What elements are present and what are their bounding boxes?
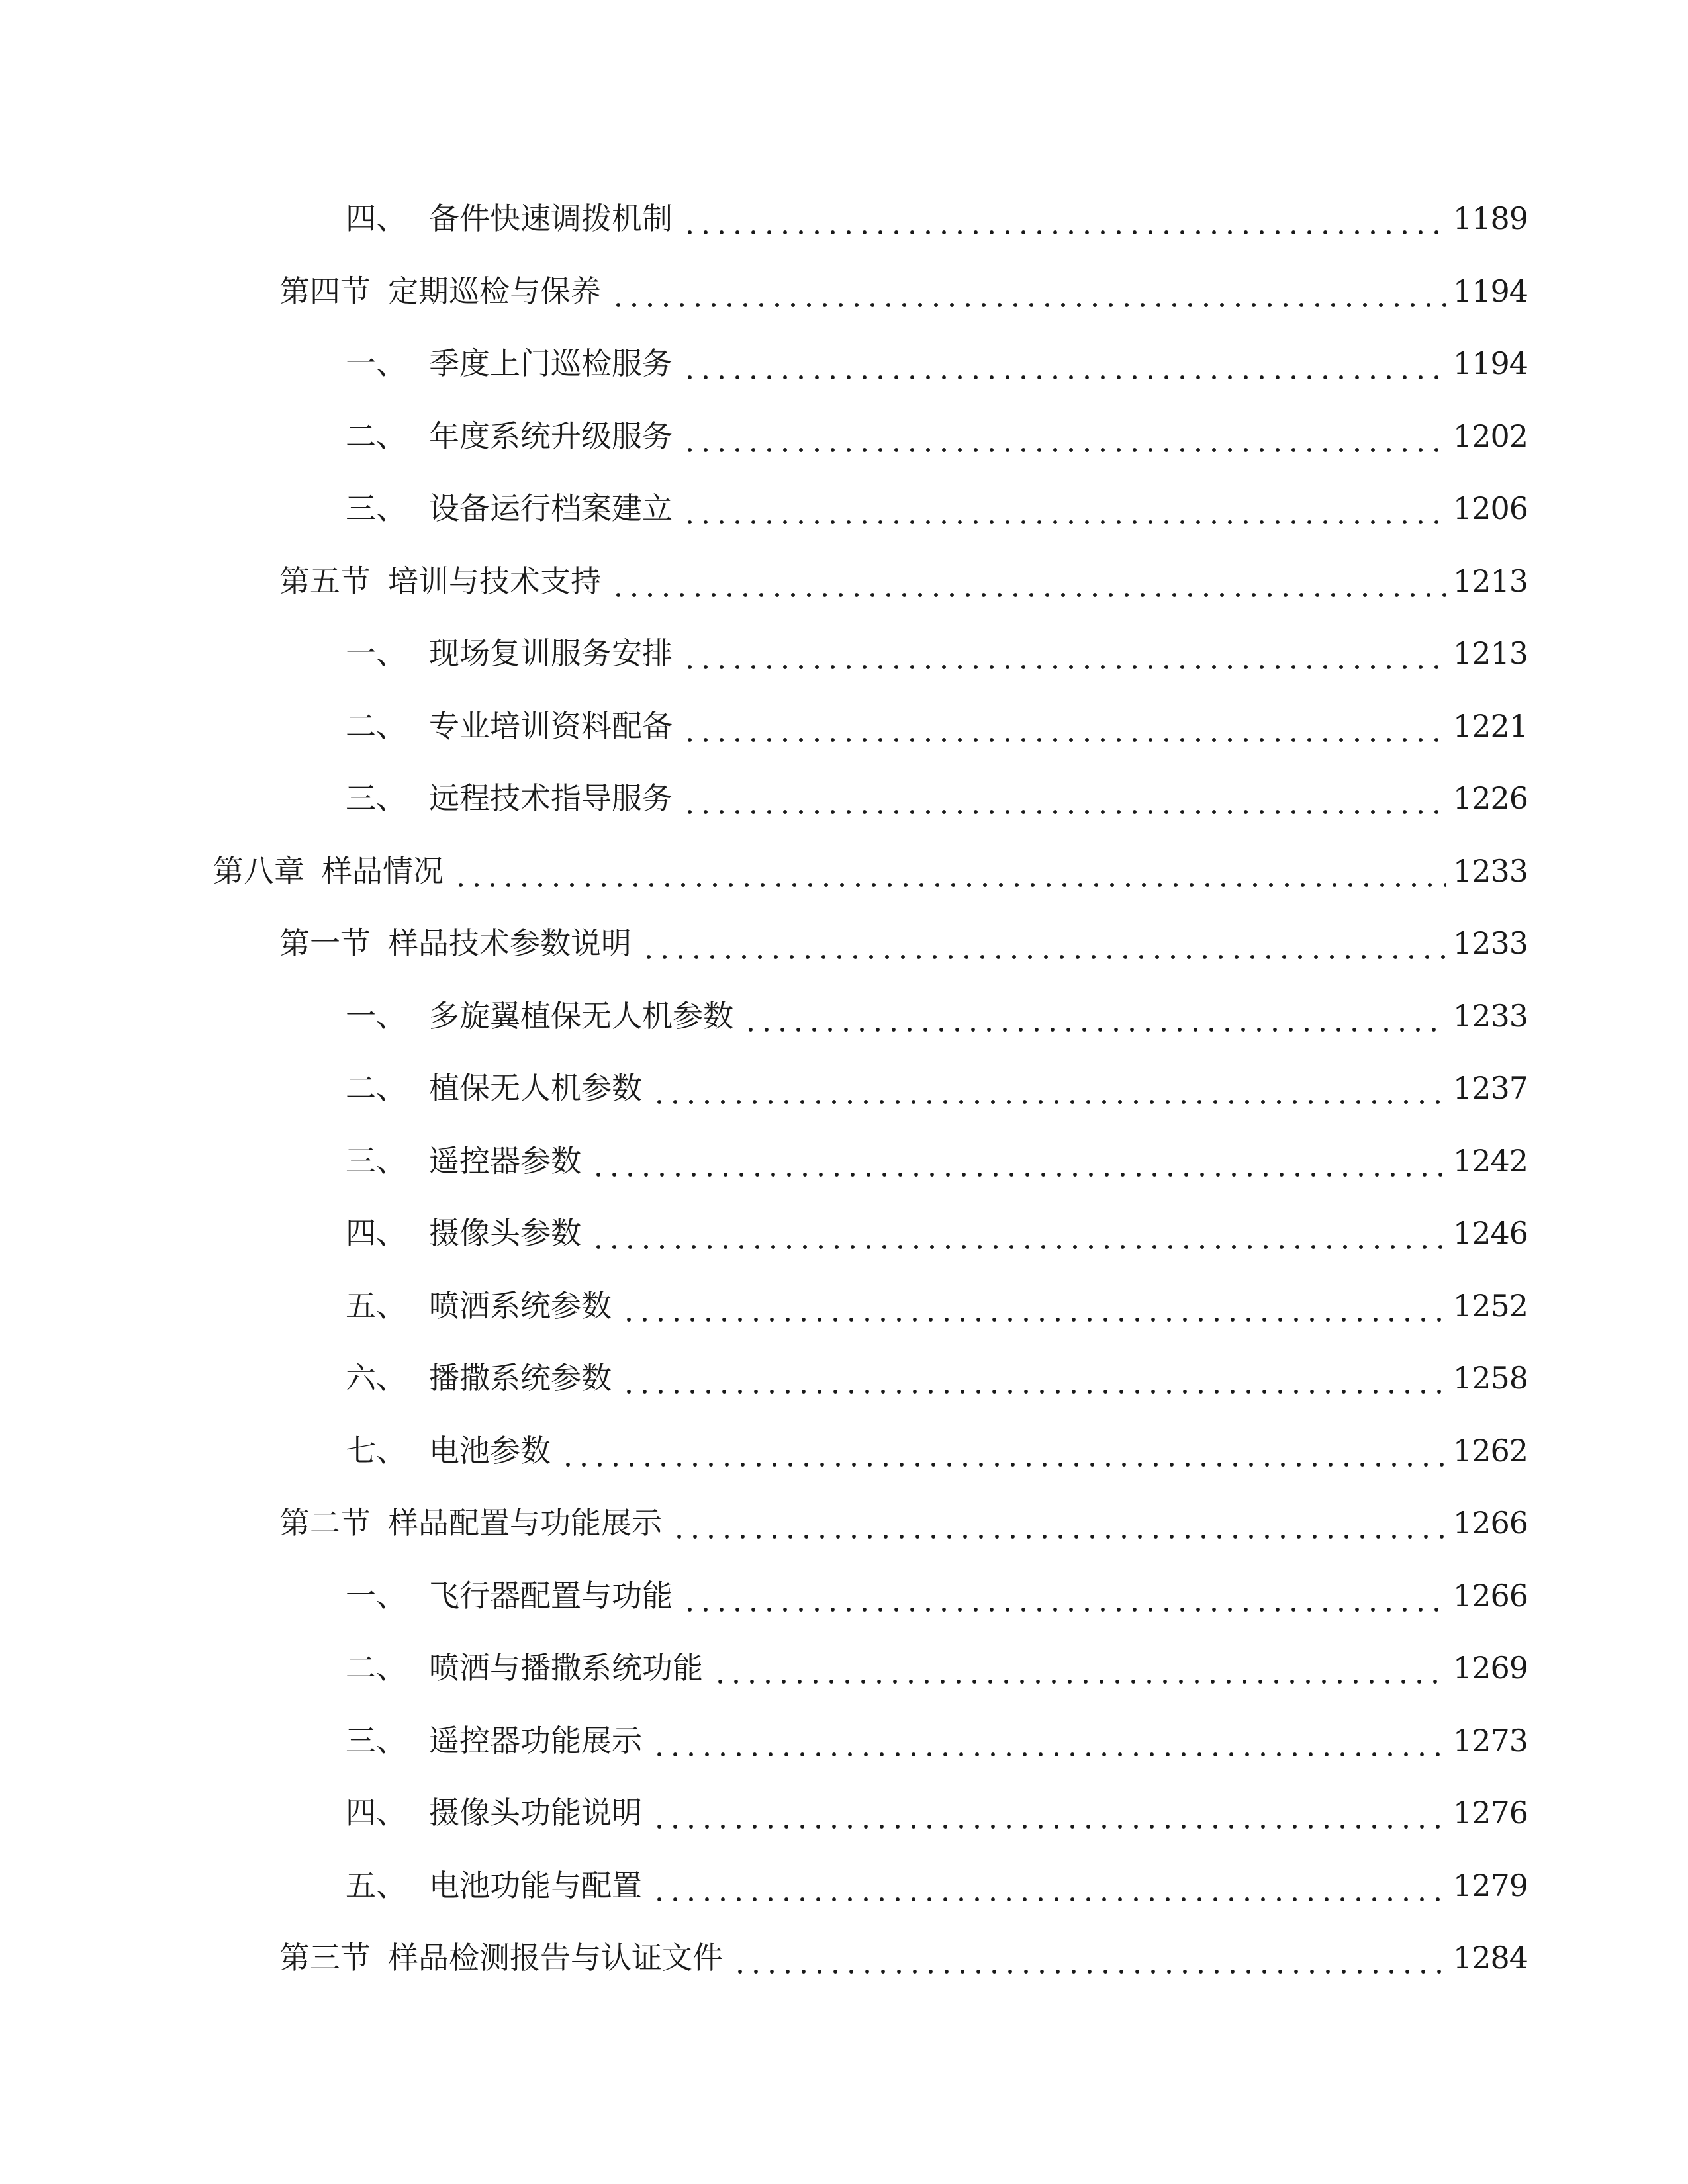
toc-entry-title	[346, 1062, 642, 1115]
toc-page-number: 1202	[1452, 418, 1528, 454]
toc-page-number: 1237	[1452, 1070, 1528, 1106]
toc-entry-number: 第二节	[279, 1505, 371, 1541]
toc-entry[interactable]	[346, 1569, 1528, 1622]
toc-entry-number: 五、	[346, 1868, 406, 1903]
toc-entry[interactable]	[213, 844, 1528, 897]
toc-dot-leader	[671, 1496, 1446, 1549]
toc-dot-leader	[682, 772, 1446, 825]
toc-entry-title	[346, 1859, 642, 1912]
toc-dot-leader	[651, 1714, 1446, 1767]
toc-entry-title	[346, 1641, 703, 1694]
toc-page-number: 1194	[1452, 345, 1528, 381]
toc-page-number: 1233	[1452, 925, 1528, 961]
toc-entry-number: 第四节	[279, 273, 371, 309]
toc-entry[interactable]	[346, 1351, 1528, 1404]
toc-entry-label: 电池参数	[429, 1433, 551, 1469]
toc-dot-leader	[610, 265, 1446, 318]
toc-page-number: 1221	[1452, 708, 1528, 744]
toc-entry-label: 样品情况	[322, 853, 444, 889]
toc-dot-leader	[682, 627, 1446, 680]
toc-entry[interactable]	[346, 482, 1528, 535]
toc-dot-leader	[590, 1206, 1446, 1259]
toc-entry-title	[346, 337, 673, 390]
toc-page-number: 1194	[1452, 273, 1528, 309]
toc-entry-number: 一、	[346, 1578, 406, 1614]
toc-page-number: 1273	[1452, 1723, 1528, 1758]
toc-entry-title	[346, 1351, 612, 1404]
toc-entry-title	[346, 1279, 612, 1332]
toc-entry-number: 二、	[346, 418, 406, 454]
toc-page-number: 1279	[1452, 1868, 1528, 1903]
toc-page-number: 1276	[1452, 1795, 1528, 1831]
toc-entry-label: 播撒系统参数	[429, 1360, 612, 1396]
toc-dot-leader	[743, 989, 1446, 1042]
toc-page-number: 1213	[1452, 635, 1528, 671]
toc-entry-label: 喷洒系统参数	[429, 1288, 612, 1324]
toc-entry-label: 定期巡检与保养	[388, 273, 601, 309]
toc-entry-title	[346, 1206, 581, 1259]
toc-dot-leader	[651, 1786, 1446, 1839]
toc-page-number: 1284	[1452, 1940, 1528, 1976]
toc-page-number: 1266	[1452, 1578, 1528, 1614]
toc-entry[interactable]	[346, 989, 1528, 1042]
toc-page-number: 1246	[1452, 1215, 1528, 1251]
toc-entry-number: 二、	[346, 1650, 406, 1686]
toc-entry[interactable]	[346, 337, 1528, 390]
toc-page-number: 1252	[1452, 1288, 1528, 1324]
toc-entry-label: 多旋翼植保无人机参数	[429, 998, 733, 1034]
toc-dot-leader	[712, 1641, 1446, 1694]
toc-entry-title	[346, 1714, 642, 1767]
toc-entry[interactable]	[346, 1859, 1528, 1912]
toc-entry-label: 现场复训服务安排	[429, 635, 673, 671]
toc-page-number: 1233	[1452, 998, 1528, 1034]
toc-dot-leader	[610, 555, 1446, 608]
toc-entry-number: 三、	[346, 780, 406, 816]
toc-entry[interactable]	[346, 1206, 1528, 1259]
toc-entry-number: 一、	[346, 345, 406, 381]
toc-entry-title	[346, 1134, 581, 1187]
toc-dot-leader	[590, 1134, 1446, 1187]
toc-entry-title	[279, 1496, 662, 1549]
toc-entry-title	[213, 844, 444, 897]
toc-entry-title	[279, 917, 632, 970]
toc-entry-label: 季度上门巡检服务	[429, 345, 673, 381]
toc-entry-label: 专业培训资料配备	[429, 708, 673, 744]
toc-dot-leader	[682, 337, 1446, 390]
toc-entry-number: 五、	[346, 1288, 406, 1324]
toc-entry-number: 二、	[346, 1070, 406, 1106]
toc-page-number: 1213	[1452, 563, 1528, 599]
toc-page-number: 1226	[1452, 780, 1528, 816]
toc-page-number: 1242	[1452, 1143, 1528, 1179]
toc-entry[interactable]	[346, 1641, 1528, 1694]
toc-entry[interactable]	[346, 627, 1528, 680]
toc-entry-number: 第八章	[213, 853, 305, 889]
toc-entry[interactable]	[279, 1496, 1528, 1549]
toc-entry[interactable]	[279, 1931, 1528, 1984]
toc-dot-leader	[682, 482, 1446, 535]
toc-entry-title	[346, 700, 673, 752]
toc-entry-number: 三、	[346, 490, 406, 526]
toc-entry-number: 三、	[346, 1723, 406, 1758]
toc-entry[interactable]	[346, 772, 1528, 825]
toc-page-number: 1206	[1452, 490, 1528, 526]
toc-entry[interactable]	[346, 410, 1528, 463]
toc-dot-leader	[560, 1424, 1446, 1477]
toc-entry-title	[346, 989, 733, 1042]
toc-dot-leader	[641, 917, 1446, 970]
toc-entry-number: 第五节	[279, 563, 371, 599]
toc-entry-label: 遥控器参数	[429, 1143, 581, 1179]
toc-entry[interactable]	[346, 700, 1528, 752]
toc-dot-leader	[682, 1569, 1446, 1622]
toc-entry-title	[346, 1569, 673, 1622]
toc-entry[interactable]	[346, 1714, 1528, 1767]
toc-entry-label: 设备运行档案建立	[429, 490, 673, 526]
toc-entry[interactable]	[279, 265, 1528, 318]
toc-entry-label: 摄像头功能说明	[429, 1795, 642, 1831]
toc-page-number: 1266	[1452, 1505, 1528, 1541]
toc-entry-number: 第三节	[279, 1940, 371, 1976]
toc-entry-label: 喷洒与播撒系统功能	[429, 1650, 703, 1686]
toc-dot-leader	[651, 1062, 1446, 1115]
toc-entry[interactable]	[346, 1279, 1528, 1332]
toc-page-number: 1269	[1452, 1650, 1528, 1686]
toc-entry[interactable]	[346, 1786, 1528, 1839]
toc-page-number: 1233	[1452, 853, 1528, 889]
toc-entry[interactable]	[279, 917, 1528, 970]
toc-entry-number: 六、	[346, 1360, 406, 1396]
toc-entry-title	[346, 1786, 642, 1839]
toc-entry-label: 遥控器功能展示	[429, 1723, 642, 1758]
toc-page-number: 1258	[1452, 1360, 1528, 1396]
toc-dot-leader	[621, 1351, 1446, 1404]
toc-dot-leader	[651, 1859, 1446, 1912]
toc-page-number: 1189	[1452, 201, 1528, 236]
toc-entry-number: 二、	[346, 708, 406, 744]
toc-entry-number: 一、	[346, 998, 406, 1034]
toc-entry-label: 样品检测报告与认证文件	[388, 1940, 723, 1976]
toc-entry-number: 四、	[346, 201, 406, 236]
toc-dot-leader	[682, 192, 1446, 245]
toc-entry-title	[279, 265, 601, 318]
toc-entry-title	[346, 192, 673, 245]
toc-entry[interactable]	[346, 1424, 1528, 1477]
toc-entry-label: 培训与技术支持	[388, 563, 601, 599]
toc-entry-number: 第一节	[279, 925, 371, 961]
toc-entry-title	[346, 482, 673, 535]
toc-entry[interactable]	[346, 1134, 1528, 1187]
toc-entry-title	[346, 410, 673, 463]
toc-entry-label: 电池功能与配置	[429, 1868, 642, 1903]
toc-entry[interactable]	[279, 555, 1528, 608]
toc-entry-label: 样品配置与功能展示	[388, 1505, 662, 1541]
toc-entry-label: 远程技术指导服务	[429, 780, 673, 816]
toc-entry-number: 七、	[346, 1433, 406, 1469]
toc-dot-leader	[621, 1279, 1446, 1332]
toc-entry-title	[279, 1931, 723, 1984]
toc-entry[interactable]	[346, 192, 1528, 245]
toc-entry-label: 年度系统升级服务	[429, 418, 673, 454]
toc-entry[interactable]	[346, 1062, 1528, 1115]
toc-entry-label: 备件快速调拨机制	[429, 201, 673, 236]
toc-dot-leader	[682, 700, 1446, 752]
toc-entry-label: 飞行器配置与功能	[429, 1578, 673, 1614]
toc-entry-label: 植保无人机参数	[429, 1070, 642, 1106]
toc-entry-title	[346, 627, 673, 680]
toc-entry-number: 一、	[346, 635, 406, 671]
toc-dot-leader	[682, 410, 1446, 463]
toc-entry-number: 四、	[346, 1795, 406, 1831]
toc-dot-leader	[732, 1931, 1446, 1984]
toc-page-number: 1262	[1452, 1433, 1528, 1469]
toc-entry-label: 样品技术参数说明	[388, 925, 632, 961]
toc-dot-leader	[453, 844, 1446, 897]
toc-entry-label: 摄像头参数	[429, 1215, 581, 1251]
toc-entry-number: 三、	[346, 1143, 406, 1179]
toc-entry-title	[346, 772, 673, 825]
toc-entry-title	[346, 1424, 551, 1477]
toc-entry-number: 四、	[346, 1215, 406, 1251]
toc-entry-title	[279, 555, 601, 608]
